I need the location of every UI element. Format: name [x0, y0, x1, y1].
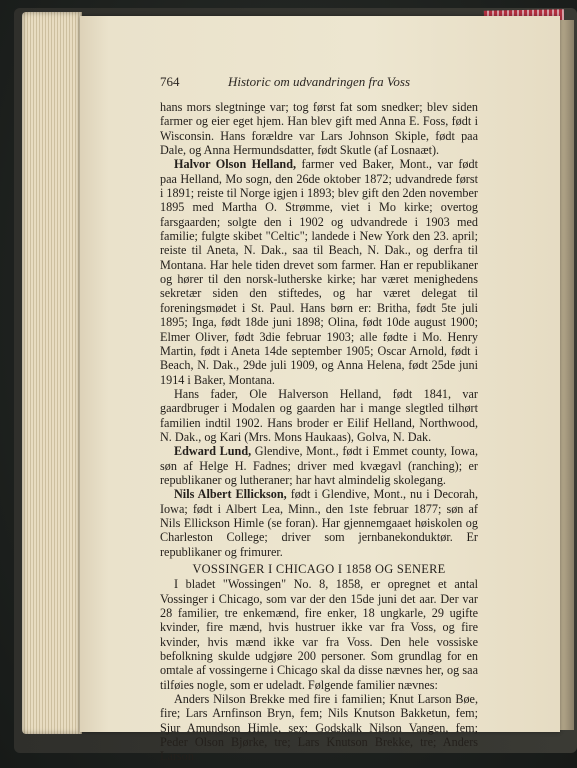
page-number: 764 — [160, 74, 180, 89]
person-name: Halvor Olson Helland, — [174, 157, 297, 172]
section-heading: VOSSINGER I CHICAGO I 1858 OG SENERE — [192, 562, 446, 576]
page-body — [160, 100, 478, 764]
person-name: Nils Albert Ellickson, — [174, 487, 287, 502]
page-edges — [22, 12, 82, 734]
paragraph: Edward Lund, Glendive, Mont., født i Emmet county, Iowa, søn af Helge H. Fadnes; driver med kvægavl (ranching); er republikaner og lutheraner; har havt almindelig skolegang. — [160, 444, 479, 487]
paragraph: Nils Albert Ellickson, født i Glendive, Mont., nu i Decorah, Iowa; født i Albert Lea, Minn., den 1ste februar 1877; søn af Nils Ellickson Himle (se foran). Har gjennemgaaet høiskolen og Charleston College; driver som jernbanekonduktør. Er republikaner og frimurer. — [160, 487, 479, 559]
paragraph: hans mors slegtninge var; tog først fat som snedker; blev siden farmer og eier eget hjem. Han blev gift med Anna E. Foss, født i Wisconsin. Hans forældre var Lars Johnson Skiple, født paa Dale, og Anna Hermundsdatter, født Skutle (af Losnaæt). — [160, 100, 478, 158]
paragraph: Halvor Olson Helland, farmer ved Baker, Mont., var født paa Helland, Mo sogn, den 26de oktober 1872; udvandrede først i 1891; reiste til Norge igjen i 1893; blev gift den 2den november 1895 med Martha O. Strømme, viet i Mo kirke; overtog farsgaarden; solgte den i 1902 og udvandrede i 1903 med familie; fulgte skibet "Celtic"; landede i New York den 23. april; reiste til Aneta, N. Dak., saa til Beach, N. Dak., og derfra til Montana. Har hele tiden drevet som farmer. Han er republikaner og hører til den norsk-lutherske kirke; har været menighedens sekretær siden den stiftedes, og har været delegat til foreningsmødet i St. Paul. Hans børn er: Britha, født 5te juli 1895; Inga, født 18de juni 1898; Olina, født 10de august 1900; Elmer Oliver, født 3die februar 1903; alle fødte i Mo. Henry Martin, født i Aneta 14de september 1905; Oscar Arnold, født i Beach, N. Dak., 29de juli 1909, og Anna Helena, født 25de juni 1914 i Baker, Montana. — [160, 157, 478, 387]
person-name: Edward Lund, — [174, 444, 252, 459]
paragraph: Hans fader, Ole Halverson Helland, født 1841, var gaardbruger i Modalen og gaarden har i mange slegtled tilhørt familien indtil 1902. Hans broder er Eilif Helland, Northwood, N. Dak., og Kari (Mrs. Mons Haukaas), Golva, N. Dak. — [160, 386, 478, 444]
running-head: Historic om udvandringen fra Voss — [228, 74, 410, 89]
paragraph: I bladet "Wossingen" No. 8, 1858, er opregnet et antal Vossinger i Chicago, som var der den 15de juni det aar. Der var 28 familier, tre enkemænd, fire enker, 18 ungkarle, 29 ugifte kvinder, fire mænd, hvis hustruer ikke var fra Voss, og fire kvinder, hvis mænd ikke var fra Voss. Den hele vossiske befolkning skulde udgjøre 200 personer. Som grundlag for en omtale af vossingerne i Chicago skal da disse nævnes her, og saa tilføies nogle, som er udeladt. Følgende familier nævnes: — [160, 577, 478, 692]
paragraph: Anders Nilson Brekke med fire i familien; Knut Larson Bøe, fire; Lars Arnfinson Bryn, fem; Nils Knutson Bakketun, fem; Sjur Amundson Himle, sex; Godskalk Nilson Vangen, fem; Peder Olson Bjørke, tre; Lars Knutson Brekke, tre; Anders Larson — [160, 692, 478, 764]
page-header — [160, 74, 478, 94]
